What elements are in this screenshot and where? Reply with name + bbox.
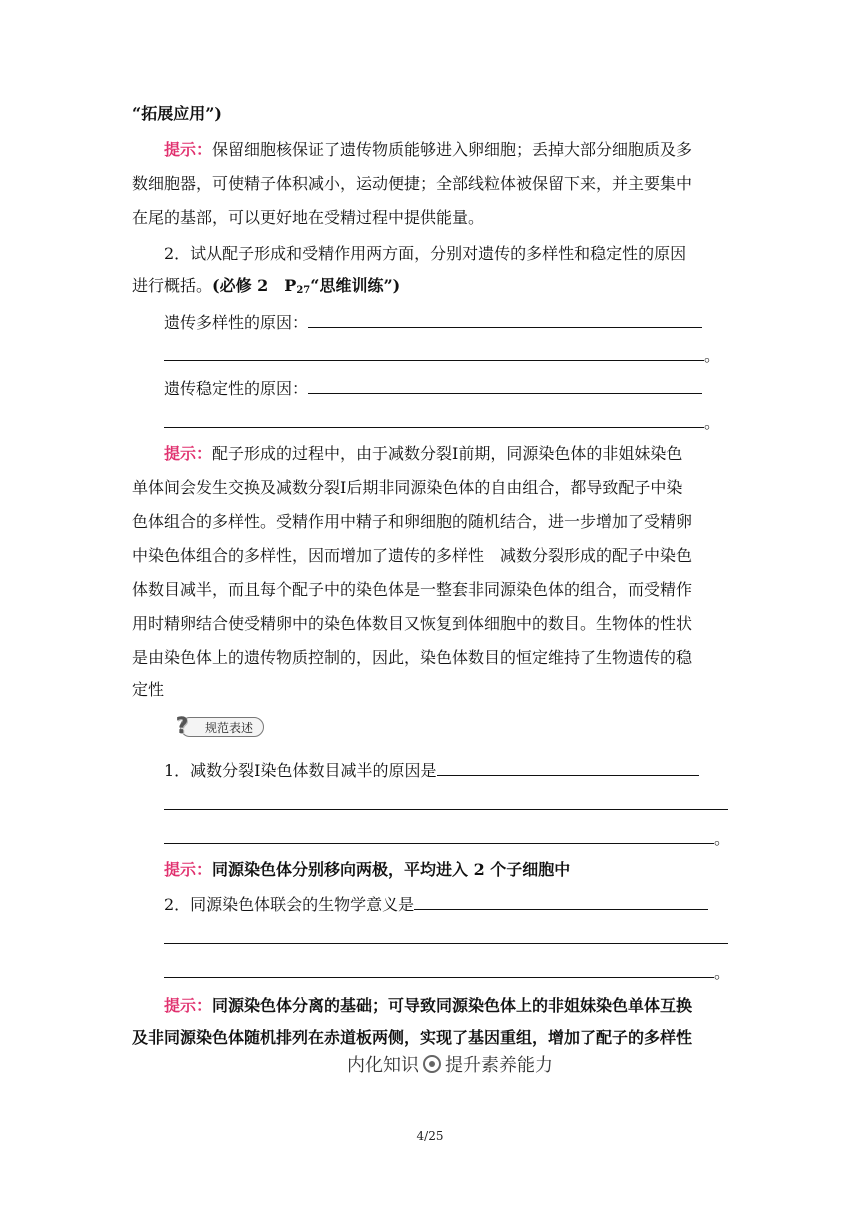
hint-label: 提示： xyxy=(164,444,213,463)
fill-in-line: 。 xyxy=(164,962,730,983)
text-line: “拓展应用”) xyxy=(132,104,222,123)
text-line: 用时精卵结合使受精卵中的染色体数目又恢复到体细胞中的数目。生物体的性状 xyxy=(132,614,693,633)
text-line: 中染色体组合的多样性，因而增加了遗传的多样性 减数分裂形成的配子中染色 xyxy=(132,546,693,565)
answer-blank[interactable] xyxy=(437,760,699,776)
answer-blank[interactable] xyxy=(164,794,728,810)
fill-in-line: 。 xyxy=(164,828,730,849)
text-line: 单体间会发生交换及减数分裂Ⅰ后期非同源染色体的自由组合，都导致配子中染 xyxy=(132,478,683,497)
fill-in-line xyxy=(164,928,730,949)
answer-blank[interactable] xyxy=(308,378,702,394)
answer-blank[interactable] xyxy=(164,412,704,428)
question-mark-icon: ? xyxy=(175,714,189,739)
answer-blank[interactable] xyxy=(164,928,728,944)
text-line: 定性 xyxy=(132,680,165,699)
fill-in-line: 2．同源染色体联会的生物学意义是 xyxy=(164,894,730,915)
hint-paragraph: 提示：保留细胞核保证了遗传物质能够进入卵细胞；丢掉大部分细胞质及多 xyxy=(164,140,693,159)
badge-label: 规范表述 xyxy=(180,717,264,737)
page-number: 4/25 xyxy=(416,1129,444,1143)
fill-in-line: 遗传多样性的原因： xyxy=(164,312,730,333)
text-line: 是由染色体上的遗传物质控制的，因此，染色体数目的恒定维持了生物遗传的稳 xyxy=(132,648,693,667)
answer-blank[interactable] xyxy=(308,312,702,328)
answer-blank[interactable] xyxy=(164,345,704,361)
fill-in-line: 。 xyxy=(164,345,730,366)
fill-in-line: 。 xyxy=(164,412,730,433)
hint-paragraph: 提示：同源染色体分离的基础；可导致同源染色体上的非姐妹染色单体互换 xyxy=(164,996,693,1015)
fill-in-line: 1．减数分裂Ⅰ染色体数目减半的原因是 xyxy=(164,760,730,781)
text-line: 在尾的基部，可以更好地在受精过程中提供能量。 xyxy=(132,208,485,227)
text-line: 及非同源染色体随机排列在赤道板两侧，实现了基因重组，增加了配子的多样性 xyxy=(132,1028,693,1047)
hint-label: 提示： xyxy=(164,996,213,1015)
question-line: 2．试从配子形成和受精作用两方面，分别对遗传的多样性和稳定性的原因 xyxy=(164,244,687,263)
question-line: 进行概括。(必修 2 $P_{27}“$思维训练”) xyxy=(132,276,401,296)
fill-in-line: 遗传稳定性的原因： xyxy=(164,378,730,399)
answer-blank[interactable] xyxy=(164,828,714,844)
hint-paragraph: 提示：配子形成的过程中，由于减数分裂Ⅰ前期，同源染色体的非姐妹染色 xyxy=(164,444,683,463)
text-line: 体数目减半，而且每个配子中的染色体是一整套非同源染色体的组合，而受精作 xyxy=(132,580,693,599)
answer-blank[interactable] xyxy=(164,962,714,978)
hint-label: 提示： xyxy=(164,860,213,879)
target-icon xyxy=(423,1055,441,1073)
banner-left: 内化知识 xyxy=(347,1055,419,1076)
hint-label: 提示： xyxy=(164,140,213,159)
section-badge xyxy=(170,714,266,740)
text-line: 数细胞器，可使精子体积减小，运动便捷；全部线粒体被保留下来，并主要集中 xyxy=(132,174,693,193)
fill-in-line xyxy=(164,794,730,815)
section-banner xyxy=(330,1053,570,1079)
banner-right: 提升素养能力 xyxy=(445,1055,553,1076)
hint-paragraph: 提示：同源染色体分别移向两极，平均进入 2 个子细胞中 xyxy=(164,860,571,879)
answer-blank[interactable] xyxy=(414,894,708,910)
text-line: 色体组合的多样性。受精作用中精子和卵细胞的随机结合，进一步增加了受精卵 xyxy=(132,512,693,531)
